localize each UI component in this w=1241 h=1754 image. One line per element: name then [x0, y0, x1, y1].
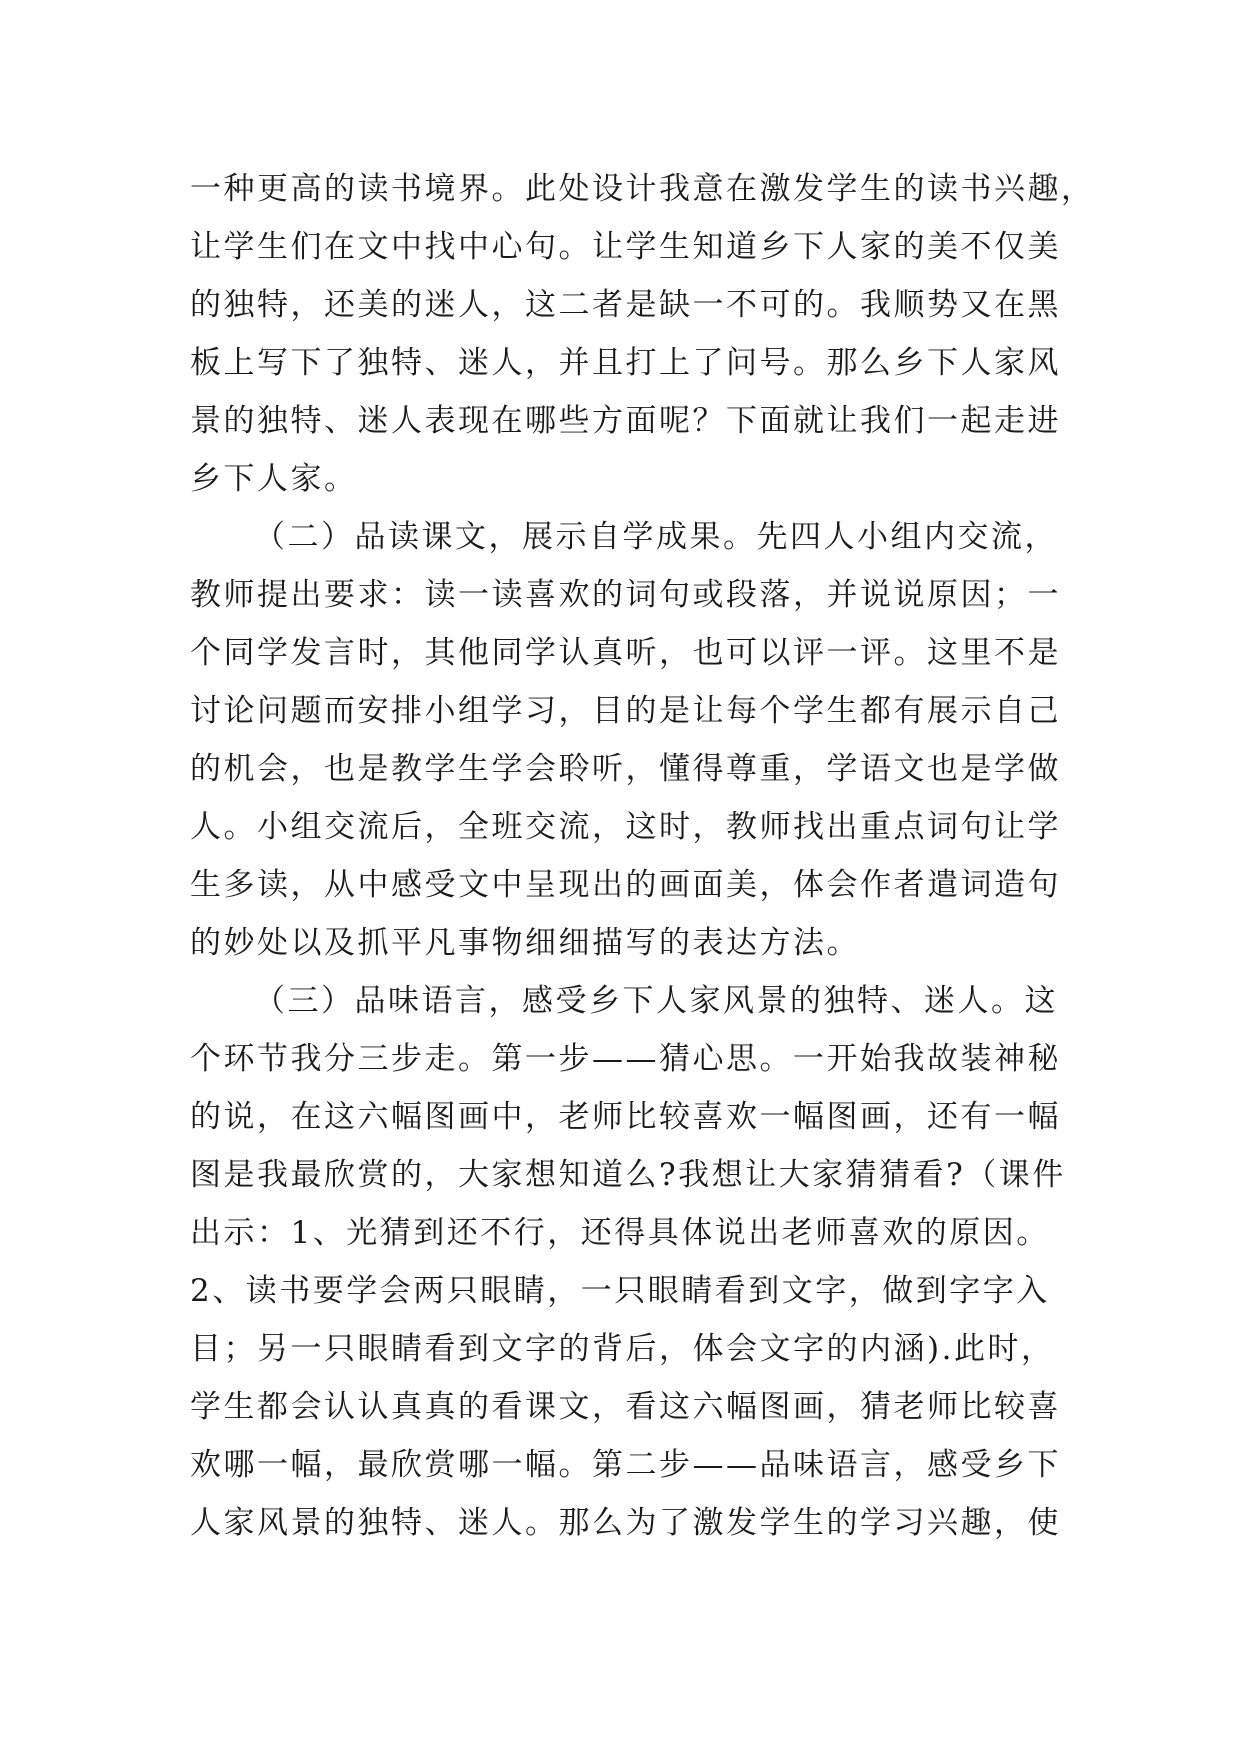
paragraph-start-line: （二）品读课文，展示自学成果。先四人小组内交流，	[254, 519, 1058, 555]
text-line: 的独特，还美的迷人，这二者是缺一不可的。我顺势又在黑	[190, 287, 1061, 323]
text-line: 板上写下了独特、迷人，并且打上了问号。那么乡下人家风	[190, 345, 1061, 381]
text-line: 生多读，从中感受文中呈现出的画面美，体会作者遣词造句	[190, 867, 1061, 903]
text-line: 个环节我分三步走。第一步——猜心思。一开始我故装神秘	[190, 1041, 1061, 1077]
paragraph-start-line: （三）品味语言，感受乡下人家风景的独特、迷人。这	[254, 983, 1058, 1019]
text-line: 人。小组交流后，全班交流，这时，教师找出重点词句让学	[190, 809, 1061, 845]
text-line: 个同学发言时，其他同学认真听，也可以评一评。这里不是	[190, 635, 1061, 671]
text-line: 欢哪一幅，最欣赏哪一幅。第二步——品味语言，感受乡下	[190, 1447, 1061, 1483]
text-line: 景的独特、迷人表现在哪些方面呢？下面就让我们一起走进	[190, 403, 1061, 439]
text-line: 教师提出要求：读一读喜欢的词句或段落，并说说原因；一	[190, 577, 1061, 613]
text-line: 乡下人家。	[190, 461, 358, 497]
text-line: 人家风景的独特、迷人。那么为了激发学生的学习兴趣，使	[190, 1505, 1061, 1541]
text-line: 目；另一只眼睛看到文字的背后，体会文字的内涵).此时，	[190, 1331, 1055, 1367]
text-line: 图是我最欣赏的，大家想知道么?我想让大家猜猜看?（课件	[190, 1157, 1066, 1193]
text-line: 2、读书要学会两只眼睛，一只眼睛看到文字，做到字字入	[190, 1273, 1050, 1309]
text-line: 出示：1、光猜到还不行，还得具体说出老师喜欢的原因。	[190, 1215, 1050, 1251]
text-line: 讨论问题而安排小组学习，目的是让每个学生都有展示自己	[190, 693, 1061, 729]
text-line: 一种更高的读书境界。此处设计我意在激发学生的读书兴趣，	[190, 171, 1095, 207]
text-line: 学生都会认认真真的看课文，看这六幅图画，猜老师比较喜	[190, 1389, 1061, 1425]
body-text	[190, 160, 1095, 1552]
text-line: 的机会，也是教学生学会聆听，懂得尊重，学语文也是学做	[190, 751, 1061, 787]
text-line: 让学生们在文中找中心句。让学生知道乡下人家的美不仅美	[190, 229, 1061, 265]
text-line: 的说，在这六幅图画中，老师比较喜欢一幅图画，还有一幅	[190, 1099, 1061, 1135]
text-line: 的妙处以及抓平凡事物细细描写的表达方法。	[190, 925, 860, 961]
